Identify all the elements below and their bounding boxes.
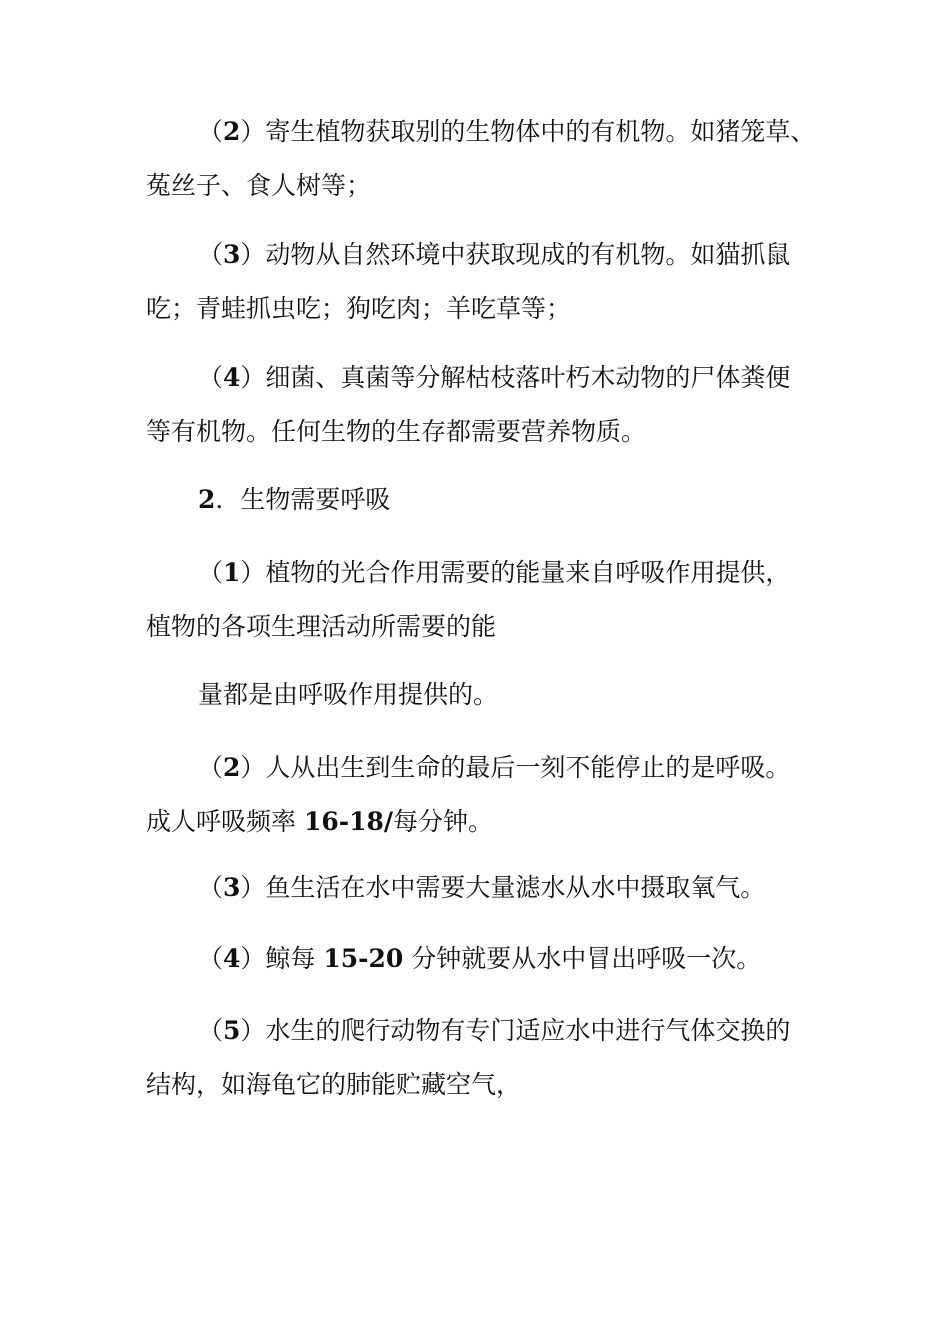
text-line: （1）植物的光合作用需要的能量来自呼吸作用提供，: [198, 558, 791, 587]
paragraph-animals-food: [146, 228, 816, 336]
text-line: 植物的各项生理活动所需要的能: [146, 612, 497, 641]
paragraph-plant-respiration-continued: [146, 668, 816, 722]
item-number: 3: [223, 240, 241, 269]
item-number: 2: [223, 117, 241, 146]
text-line: （2）寄生植物获取别的生物体中的有机物。如猪笼草、: [198, 117, 816, 146]
text-line: 成人呼吸频率 16-18/每分钟。: [146, 807, 494, 836]
item-number: 4: [223, 944, 241, 973]
text-line: （3）鱼生活在水中需要大量滤水从水中摄取氧气。: [198, 873, 766, 902]
paragraph-human-respiration: [146, 741, 816, 849]
text-line: 量都是由呼吸作用提供的。: [198, 680, 499, 709]
paragraph-reptile-respiration: [146, 1004, 816, 1112]
paragraph-parasitic-plants: [146, 105, 816, 213]
item-number: 3: [223, 873, 241, 902]
respiration-rate: 16-18/: [303, 807, 394, 836]
text-line: 结构，如海龟它的肺能贮藏空气，: [146, 1070, 522, 1099]
text-line: （3）动物从自然环境中获取现成的有机物。如猫抓鼠: [198, 240, 791, 269]
text-line: （5）水生的爬行动物有专门适应水中进行气体交换的: [198, 1016, 791, 1045]
text-line: （4）鲸每 15-20 分钟就要从水中冒出呼吸一次。: [198, 944, 762, 973]
item-number: 1: [223, 558, 241, 587]
section-heading-respiration: [146, 473, 816, 527]
paragraph-decomposers: [146, 351, 816, 459]
text-line: 吃；青蛙抓虫吃；狗吃肉；羊吃草等；: [146, 294, 572, 323]
text-line: 等有机物。任何生物的生存都需要营养物质。: [146, 417, 647, 446]
section-number: 2: [198, 485, 216, 514]
text-line: 菟丝子、食人树等；: [146, 171, 372, 200]
text-line: （4）细菌、真菌等分解枯枝落叶朽木动物的尸体粪便: [198, 363, 791, 392]
paragraph-whale-respiration: [146, 932, 816, 986]
text-line: 2．生物需要呼吸: [198, 485, 391, 514]
whale-interval: 15-20: [323, 944, 404, 973]
text-line: （2）人从出生到生命的最后一刻不能停止的是呼吸。: [198, 753, 791, 782]
paragraph-plant-respiration: [146, 546, 816, 654]
item-number: 2: [223, 753, 241, 782]
item-number: 4: [223, 363, 241, 392]
paragraph-fish-respiration: [146, 861, 816, 915]
item-number: 5: [223, 1016, 241, 1045]
